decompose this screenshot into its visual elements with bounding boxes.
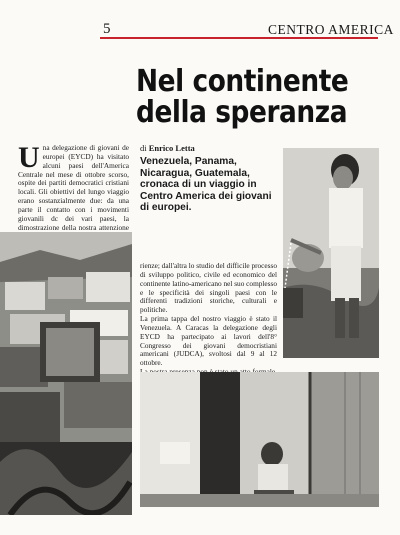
- page-number: 5: [103, 21, 111, 37]
- article-title: [136, 66, 365, 128]
- title-line-1: Nel continente: [136, 64, 349, 99]
- col2-paragraph-1: rienze; dall'altra lo studio del difficile processo di sviluppo politico, civile ed economico del continente latino-americano nel suo complesso e le specificità dei singoli paesi con le differenti tradizioni storiche, culturali e politiche.: [140, 261, 277, 315]
- drop-cap: U: [18, 141, 40, 174]
- photo-boy-watering: [283, 148, 379, 358]
- header-rule: [100, 37, 378, 39]
- byline-prefix: di: [140, 143, 147, 153]
- section-title: CENTRO AMERICA: [268, 22, 394, 37]
- article-subhead: Venezuela, Panama, Nicaragua, Guatemala, cronaca di un viaggio in Centro America dei giovani di europei.: [140, 156, 272, 214]
- photo-shanty-town: [0, 232, 132, 515]
- col2-paragraph-2: La prima tappa del nostro viaggio è stato il Venezuela. A Caracas la delegazione degli EYCD ha partecipato ai lavori dell'8° Congresso dei giovani democristiani americani (JUDCA), svoltosi dal 9 al 12 ottobre.: [140, 314, 277, 368]
- author-name: Enrico Letta: [148, 143, 195, 153]
- col1-paragraph: na delegazione di giovani de europei (EYCD) ha visitato alcuni paesi dell'America Centrale nel mese di ottobre scorso, ospite dei partiti democratici cristiani locali. Gli obiettivi del lungo viaggio erano sostanzialmente due: da una parte il contatto con i movimenti giovanili dc dei vari paesi, la dimostrazione della nostra attenzione: [18, 143, 129, 232]
- byline: [140, 143, 195, 153]
- photo-child-doorway: [140, 372, 379, 507]
- title-line-2: della speranza: [136, 95, 348, 130]
